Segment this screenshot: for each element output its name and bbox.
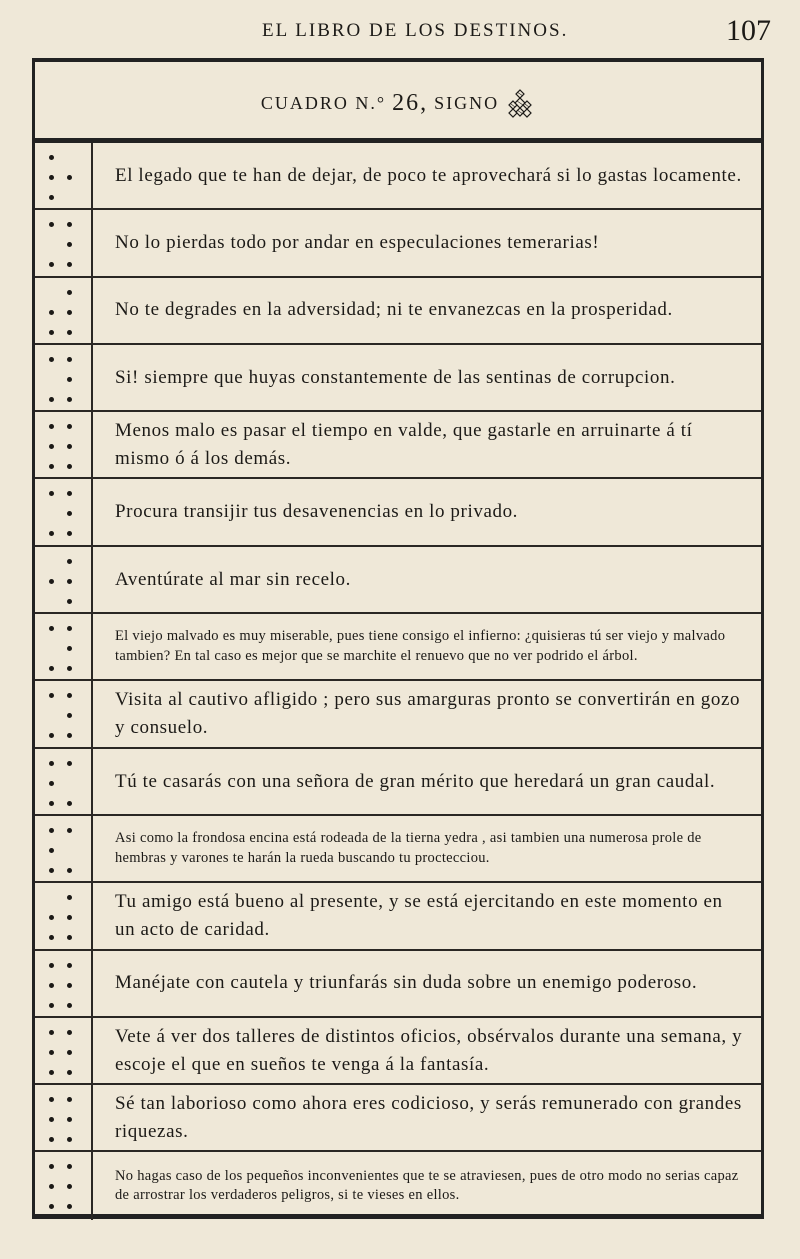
column-divider: [91, 883, 93, 948]
oracle-row: [35, 412, 761, 479]
geomancy-dots: [41, 687, 81, 743]
oracle-row: [35, 749, 761, 816]
dot-mark: [67, 761, 72, 766]
dot-mark: [67, 330, 72, 335]
dot-mark: [49, 444, 54, 449]
column-divider: [91, 278, 93, 343]
dot-mark: [67, 1030, 72, 1035]
dot-mark: [49, 330, 54, 335]
oracle-text: [115, 749, 745, 814]
dot-mark: [67, 242, 72, 247]
oracle-sentence: No lo pierdas todo por andar en especulaciones temerarias!: [115, 232, 600, 254]
column-divider: [91, 1018, 93, 1083]
dot-mark: [67, 531, 72, 536]
oracle-sentence: Tu amigo está bueno al presente, y se está ejercitando en este momento en un acto de caridad.: [115, 891, 723, 940]
dot-mark: [67, 377, 72, 382]
column-divider: [91, 951, 93, 1016]
dot-mark: [49, 357, 54, 362]
column-divider: [91, 681, 93, 746]
oracle-row: [35, 883, 761, 950]
dot-mark: [49, 464, 54, 469]
dot-mark: [67, 1184, 72, 1189]
page-number: 107: [726, 14, 771, 47]
geomancy-dots: [41, 418, 81, 474]
dot-mark: [67, 310, 72, 315]
dot-mark: [67, 262, 72, 267]
table-title: [35, 88, 761, 118]
geomancy-dots: [41, 755, 81, 811]
dot-mark: [49, 626, 54, 631]
dot-mark: [49, 868, 54, 873]
oracle-sentence: Aventúrate al mar sin recelo.: [115, 568, 351, 590]
column-divider: [91, 547, 93, 612]
oracle-sentence: El viejo malvado es muy miserable, pues tiene consigo el infierno: ¿quisieras tú ser viejo y malvado tambien? En tal caso es mejor que se marchite el renuevo que no ver podrido el árbol.: [115, 628, 726, 664]
geomancy-dots: [41, 620, 81, 676]
oracle-table: [32, 58, 764, 1219]
dot-mark: [49, 1184, 54, 1189]
dot-mark: [49, 175, 54, 180]
dot-mark: [67, 1164, 72, 1169]
dot-mark: [49, 491, 54, 496]
running-head: [0, 14, 800, 64]
dot-mark: [49, 155, 54, 160]
oracle-row: [35, 345, 761, 412]
oracle-row: [35, 816, 761, 883]
table-title-suffix: SIGNO: [434, 92, 500, 113]
dot-mark: [49, 828, 54, 833]
dot-mark: [67, 1070, 72, 1075]
dot-mark: [67, 895, 72, 900]
oracle-sentence: Vete á ver dos talleres de distintos oficios, obsérvalos durante una semana, y escoje el que en sueños te venga á la fantasía.: [115, 1025, 743, 1075]
oracle-sentence: Sé tan laborioso como ahora eres codicioso, y serás remunerado con grandes riquezas.: [115, 1093, 742, 1142]
oracle-sentence: El legado que te han de dejar, de poco te aprovechará si lo gastas locamente.: [115, 164, 742, 186]
dot-mark: [49, 801, 54, 806]
dot-mark: [67, 963, 72, 968]
oracle-sentence: No te degrades en la adversidad; ni te envanezcas en la prosperidad.: [115, 299, 673, 321]
oracle-row: [35, 1152, 761, 1219]
dot-mark: [49, 1137, 54, 1142]
geomancy-dots: [41, 284, 81, 340]
geomancy-dots: [41, 957, 81, 1013]
dot-mark: [49, 195, 54, 200]
oracle-row: [35, 547, 761, 614]
oracle-text: [115, 547, 745, 612]
oracle-text: [115, 1085, 745, 1150]
oracle-sentence: Si! siempre que huyas constantemente de las sentinas de corrupcion.: [115, 366, 676, 388]
dot-mark: [49, 262, 54, 267]
dot-mark: [49, 1003, 54, 1008]
dot-mark: [67, 1050, 72, 1055]
column-divider: [91, 143, 93, 208]
oracle-text: [115, 278, 745, 343]
dot-mark: [67, 222, 72, 227]
dot-mark: [67, 1117, 72, 1122]
oracle-row: [35, 143, 761, 210]
oracle-sentence: Procura transijir tus desavenencias en lo privado.: [115, 501, 519, 523]
oracle-rows: [35, 143, 761, 1220]
dot-mark: [67, 579, 72, 584]
oracle-row: [35, 1018, 761, 1085]
oracle-text: [115, 143, 745, 208]
column-divider: [91, 1085, 93, 1150]
geomancy-dots: [41, 553, 81, 609]
dot-mark: [67, 801, 72, 806]
dot-mark: [49, 531, 54, 536]
oracle-row: [35, 681, 761, 748]
oracle-sentence: Asi como la frondosa encina está rodeada de la tierna yedra , asi tambien una numerosa prole de hembras y varones te harán la rueda buscando tu proctecciou.: [115, 830, 702, 866]
dot-mark: [67, 626, 72, 631]
oracle-text: [115, 345, 745, 410]
geomancy-dots: [41, 216, 81, 272]
dot-mark: [67, 693, 72, 698]
column-divider: [91, 816, 93, 881]
column-divider: [91, 479, 93, 544]
dot-mark: [49, 1204, 54, 1209]
dot-mark: [49, 1097, 54, 1102]
dot-mark: [67, 397, 72, 402]
geomancy-dots: [41, 149, 81, 205]
dot-mark: [49, 781, 54, 786]
oracle-row: [35, 951, 761, 1018]
dot-mark: [49, 983, 54, 988]
geomancy-dots: [41, 1091, 81, 1147]
geomancy-dots: [41, 822, 81, 878]
dot-mark: [67, 491, 72, 496]
dot-mark: [67, 511, 72, 516]
dot-mark: [49, 579, 54, 584]
dot-mark: [67, 444, 72, 449]
dot-mark: [67, 599, 72, 604]
dot-mark: [67, 175, 72, 180]
oracle-text: [115, 883, 745, 948]
dot-mark: [49, 222, 54, 227]
table-title-prefix: CUADRO N.°: [260, 92, 387, 113]
dot-mark: [67, 357, 72, 362]
dot-mark: [67, 983, 72, 988]
dot-mark: [49, 1050, 54, 1055]
dot-mark: [67, 1137, 72, 1142]
dot-mark: [49, 1164, 54, 1169]
dot-mark: [67, 733, 72, 738]
geomancy-dots: [41, 1024, 81, 1080]
column-divider: [91, 1152, 93, 1219]
oracle-row: [35, 210, 761, 277]
dot-mark: [49, 848, 54, 853]
dot-mark: [49, 397, 54, 402]
sign-26-icon: [505, 88, 535, 118]
dot-mark: [67, 1204, 72, 1209]
column-divider: [91, 412, 93, 477]
dot-mark: [67, 915, 72, 920]
oracle-sentence: Menos malo es pasar el tiempo en valde, que gastarle en arruinarte á tí mismo ó á los demás.: [115, 420, 693, 469]
geomancy-dots: [41, 351, 81, 407]
dot-mark: [67, 868, 72, 873]
dot-mark: [67, 713, 72, 718]
dot-mark: [49, 693, 54, 698]
dot-mark: [67, 666, 72, 671]
oracle-row: [35, 1085, 761, 1152]
table-number: 26,: [392, 89, 429, 116]
dot-mark: [67, 646, 72, 651]
oracle-text: [115, 479, 745, 544]
dot-mark: [67, 424, 72, 429]
dot-mark: [67, 1003, 72, 1008]
dot-mark: [67, 828, 72, 833]
oracle-text: [115, 951, 745, 1016]
oracle-text: [115, 1018, 745, 1083]
dot-mark: [49, 1030, 54, 1035]
column-divider: [91, 210, 93, 275]
column-divider: [91, 749, 93, 814]
oracle-text: [115, 412, 745, 477]
oracle-sentence: No hagas caso de los pequeños inconvenientes que te se atraviesen, pues de otro modo no serias capaz de arrostrar los verdaderos peligros, si te vieses en ellos.: [115, 1167, 739, 1204]
geomancy-dots: [41, 1158, 81, 1214]
oracle-sentence: Tú te casarás con una señora de gran mérito que heredará un gran caudal.: [115, 770, 716, 792]
oracle-row: [35, 614, 761, 681]
dot-mark: [49, 963, 54, 968]
dot-mark: [67, 464, 72, 469]
oracle-row: [35, 479, 761, 546]
oracle-text: [115, 1152, 745, 1219]
dot-mark: [49, 935, 54, 940]
dot-mark: [49, 915, 54, 920]
dot-mark: [49, 761, 54, 766]
oracle-sentence: Visita al cautivo afligido ; pero sus amarguras pronto se convertirán en gozo y consuelo.: [115, 689, 741, 739]
dot-mark: [67, 1097, 72, 1102]
dot-mark: [67, 559, 72, 564]
dot-mark: [49, 666, 54, 671]
book-title: EL LIBRO DE LOS DESTINOS.: [262, 20, 569, 41]
dot-mark: [67, 935, 72, 940]
dot-mark: [49, 1070, 54, 1075]
oracle-text: [115, 210, 745, 275]
dot-mark: [49, 1117, 54, 1122]
oracle-text: [115, 816, 745, 881]
oracle-row: [35, 278, 761, 345]
column-divider: [91, 345, 93, 410]
column-divider: [91, 614, 93, 679]
oracle-text: [115, 614, 745, 679]
dot-mark: [67, 290, 72, 295]
dot-mark: [49, 733, 54, 738]
geomancy-dots: [41, 485, 81, 541]
oracle-text: [115, 681, 745, 746]
dot-mark: [49, 310, 54, 315]
dot-mark: [49, 424, 54, 429]
oracle-sentence: Manéjate con cautela y triunfarás sin duda sobre un enemigo poderoso.: [115, 972, 698, 994]
geomancy-dots: [41, 889, 81, 945]
